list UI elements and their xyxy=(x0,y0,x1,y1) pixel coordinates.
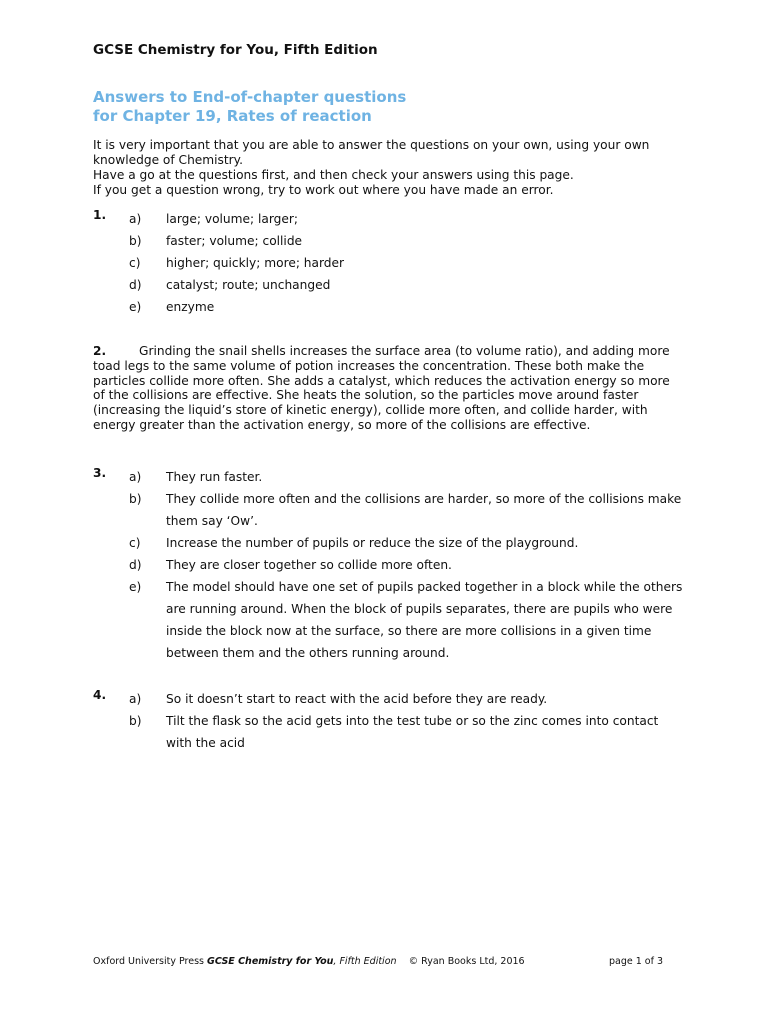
heading-line-1: Answers to End-of-chapter questions xyxy=(93,88,407,106)
answer-part xyxy=(93,466,683,488)
part-text: The model should have one set of pupils packed together in a block while the others are running around. When the block of pupils separates, there are pupils who were inside the block now at the surface, so there are more collisions in a given time between them and the others running around. xyxy=(166,580,683,660)
question-number: 1. xyxy=(93,208,107,222)
answer-part xyxy=(93,208,683,230)
question-number: 4. xyxy=(93,688,107,702)
answer-part xyxy=(93,296,683,318)
intro-paragraph-3: If you get a question wrong, try to work out where you have made an error. xyxy=(93,183,554,197)
part-text: They collide more often and the collisions are harder, so more of the collisions make them say ‘Ow’. xyxy=(166,492,682,528)
part-text: They are closer together so collide more often. xyxy=(166,558,452,572)
answer-text: Grinding the snail shells increases the surface area (to volume ratio), and adding more toad legs to the same volume of potion increases the concentration. These both make the particles collide more often. She adds a catalyst, which reduces the activation energy so more of the collisions are effective. She heats the solution, so the particles move around faster (increasing the liquid’s store of kinetic energy), collide more often, and collide harder, with energy greater than the activation energy, so more of the collisions are effective. xyxy=(93,344,670,432)
part-label: a) xyxy=(129,692,142,706)
question-4 xyxy=(93,688,683,754)
heading-line-2: for Chapter 19, Rates of reaction xyxy=(93,107,372,125)
part-label: a) xyxy=(129,212,142,226)
answer-part xyxy=(93,230,683,252)
intro-paragraph-2: Have a go at the questions first, and then check your answers using this page. xyxy=(93,168,574,182)
footer-book-title: GCSE Chemistry for You xyxy=(207,956,334,967)
part-label: e) xyxy=(129,580,142,594)
part-text: faster; volume; collide xyxy=(166,234,303,248)
part-text: They run faster. xyxy=(166,470,263,484)
answer-part xyxy=(93,274,683,296)
footer-edition: , Fifth Edition xyxy=(333,956,397,967)
part-text: So it doesn’t start to react with the acid before they are ready. xyxy=(166,692,548,706)
part-text: catalyst; route; unchanged xyxy=(166,278,331,292)
intro-text xyxy=(93,138,678,198)
answer-part xyxy=(93,554,683,576)
question-2 xyxy=(93,344,683,433)
footer-copyright: © Ryan Books Ltd, 2016 xyxy=(408,956,525,967)
intro-paragraph-1: It is very important that you are able to answer the questions on your own, using your own knowledge of Chemistry. xyxy=(93,138,650,167)
question-3 xyxy=(93,466,683,664)
part-label: d) xyxy=(129,278,142,292)
part-text: Tilt the flask so the acid gets into the test tube or so the zinc comes into contact with the acid xyxy=(166,714,659,750)
question-number: 2. xyxy=(93,344,107,358)
part-label: c) xyxy=(129,536,141,550)
part-label: a) xyxy=(129,470,142,484)
part-label: e) xyxy=(129,300,142,314)
part-text: large; volume; larger; xyxy=(166,212,298,226)
answer-part xyxy=(93,488,683,532)
answer-part xyxy=(93,532,683,554)
answer-part xyxy=(93,688,683,710)
question-number: 3. xyxy=(93,466,107,480)
part-label: b) xyxy=(129,492,142,506)
part-label: d) xyxy=(129,558,142,572)
footer-credit xyxy=(93,956,525,967)
part-text: higher; quickly; more; harder xyxy=(166,256,345,270)
part-text: Increase the number of pupils or reduce the size of the playground. xyxy=(166,536,579,550)
answer-part xyxy=(93,576,683,664)
part-text: enzyme xyxy=(166,300,215,314)
question-1 xyxy=(93,208,683,318)
part-label: c) xyxy=(129,256,141,270)
part-label: b) xyxy=(129,234,142,248)
document-page xyxy=(93,0,683,1024)
answer-part xyxy=(93,252,683,274)
book-title: GCSE Chemistry for You, Fifth Edition xyxy=(93,42,378,58)
part-label: b) xyxy=(129,714,142,728)
page-heading xyxy=(93,88,406,126)
footer-page-number: page 1 of 3 xyxy=(609,956,664,967)
answer-part xyxy=(93,710,683,754)
footer-publisher: Oxford University Press xyxy=(93,956,208,967)
